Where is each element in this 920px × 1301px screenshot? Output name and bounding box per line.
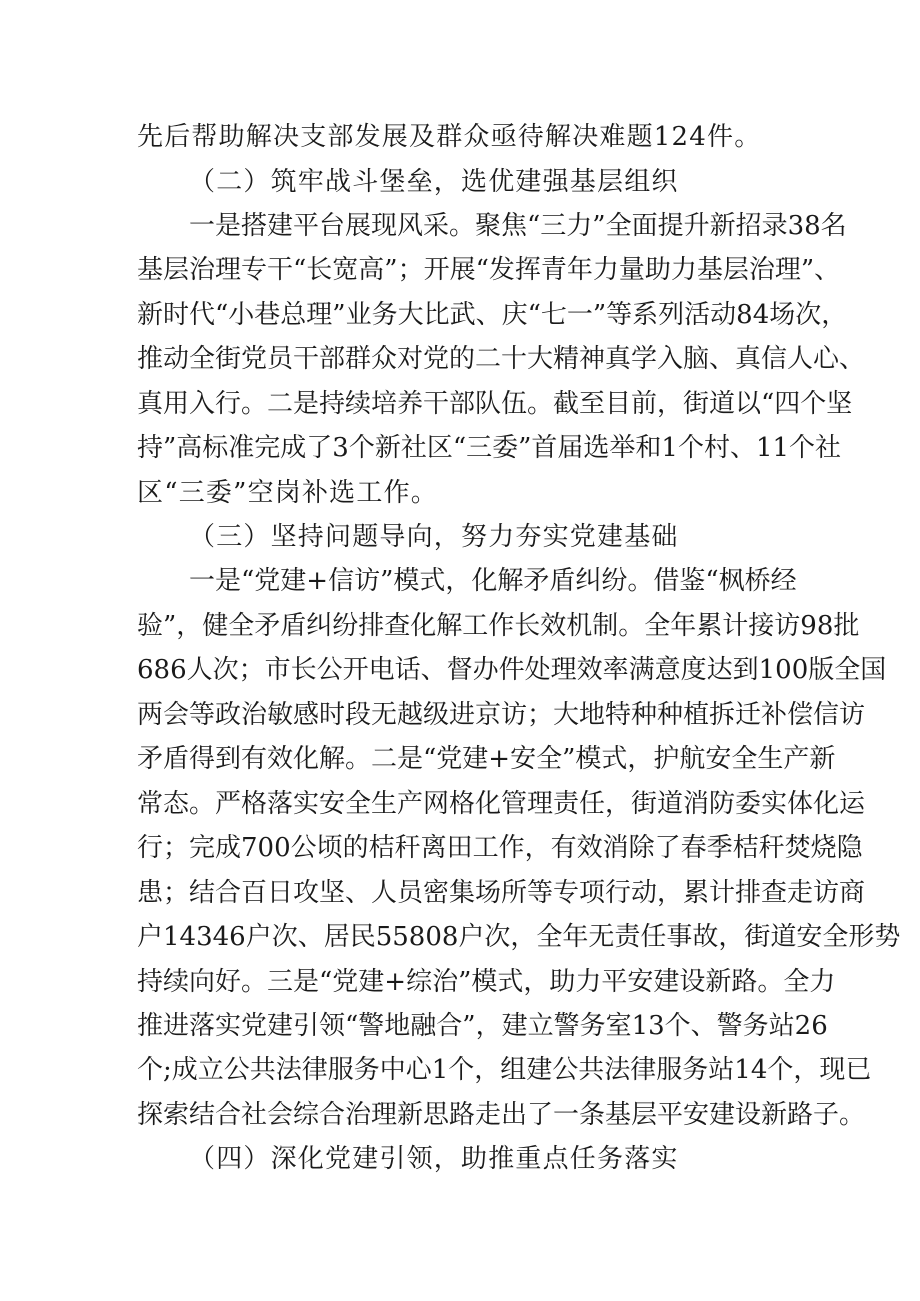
text-line-12: 验”，健全矛盾纠纷排查化解工作长效机制。全年累计接访98批	[137, 611, 860, 641]
text-line-16: 常态。严格落实安全生产网格化管理责任，街道消防委实体化运	[137, 789, 866, 819]
text-line-21: 推进落实党建引领“警地融合”，建立警务室13个、警务站26	[137, 1011, 828, 1041]
text-line-4: 基层治理专干“长宽高”；开展“发挥青年力量助力基层治理”、	[137, 255, 841, 285]
text-line-15: 矛盾得到有效化解。二是“党建+安全”模式，护航安全生产新	[137, 744, 836, 774]
text-line-18: 患；结合百日攻坚、人员密集场所等专项行动，累计排查走访商	[137, 878, 866, 908]
text-line-1: 先后帮助解决支部发展及群众亟待解决难题124件。	[137, 122, 762, 152]
text-line-23: 探索结合社会综合治理新思路走出了一条基层平安建设新路子。	[137, 1100, 866, 1130]
text-line-7: 真用入行。二是持续培养干部队伍。截至目前，街道以“四个坚	[137, 389, 853, 419]
text-line-22: 个;成立公共法律服务中心1个，组建公共法律服务站14个，现已	[137, 1055, 872, 1085]
text-line-8: 持”高标准完成了3个新社区“三委”首届选举和1个村、11个社	[137, 433, 842, 463]
text-line-9: 区“三委”空岗补选工作。	[137, 478, 438, 508]
text-line-14: 两会等政治敏感时段无越级进京访；大地特种种植拆迁补偿信访	[137, 700, 866, 730]
text-line-11: 一是“党建+信访”模式，化解矛盾纠纷。借鉴“枫桥经	[189, 566, 797, 596]
text-line-3: 一是搭建平台展现风采。聚焦“三力”全面提升新招录38名	[189, 211, 847, 241]
text-line-20: 持续向好。三是“党建+综治”模式，助力平安建设新路。全力	[137, 967, 836, 997]
section-heading-2: （二）筑牢战斗堡垒，选优建强基层组织	[189, 167, 679, 197]
text-line-6: 推动全街党员干部群众对党的二十大精神真学入脑、真信人心、	[137, 344, 866, 374]
text-line-17: 行；完成700公顷的桔秆离田工作，有效消除了春季桔秆焚烧隐	[137, 833, 863, 863]
text-line-19: 户14346户次、居民55808户次，全年无责任事故，街道安全形势	[137, 922, 901, 952]
section-heading-3: （三）坚持问题导向，努力夯实党建基础	[189, 522, 679, 552]
section-heading-4: （四）深化党建引领，助推重点任务落实	[189, 1144, 679, 1174]
text-line-5: 新时代“小巷总理”业务大比武、庆“七一”等系列活动84场次，	[137, 300, 848, 330]
text-line-13: 686人次；市长公开电话、督办件处理效率满意度达到100版全国	[137, 655, 887, 685]
